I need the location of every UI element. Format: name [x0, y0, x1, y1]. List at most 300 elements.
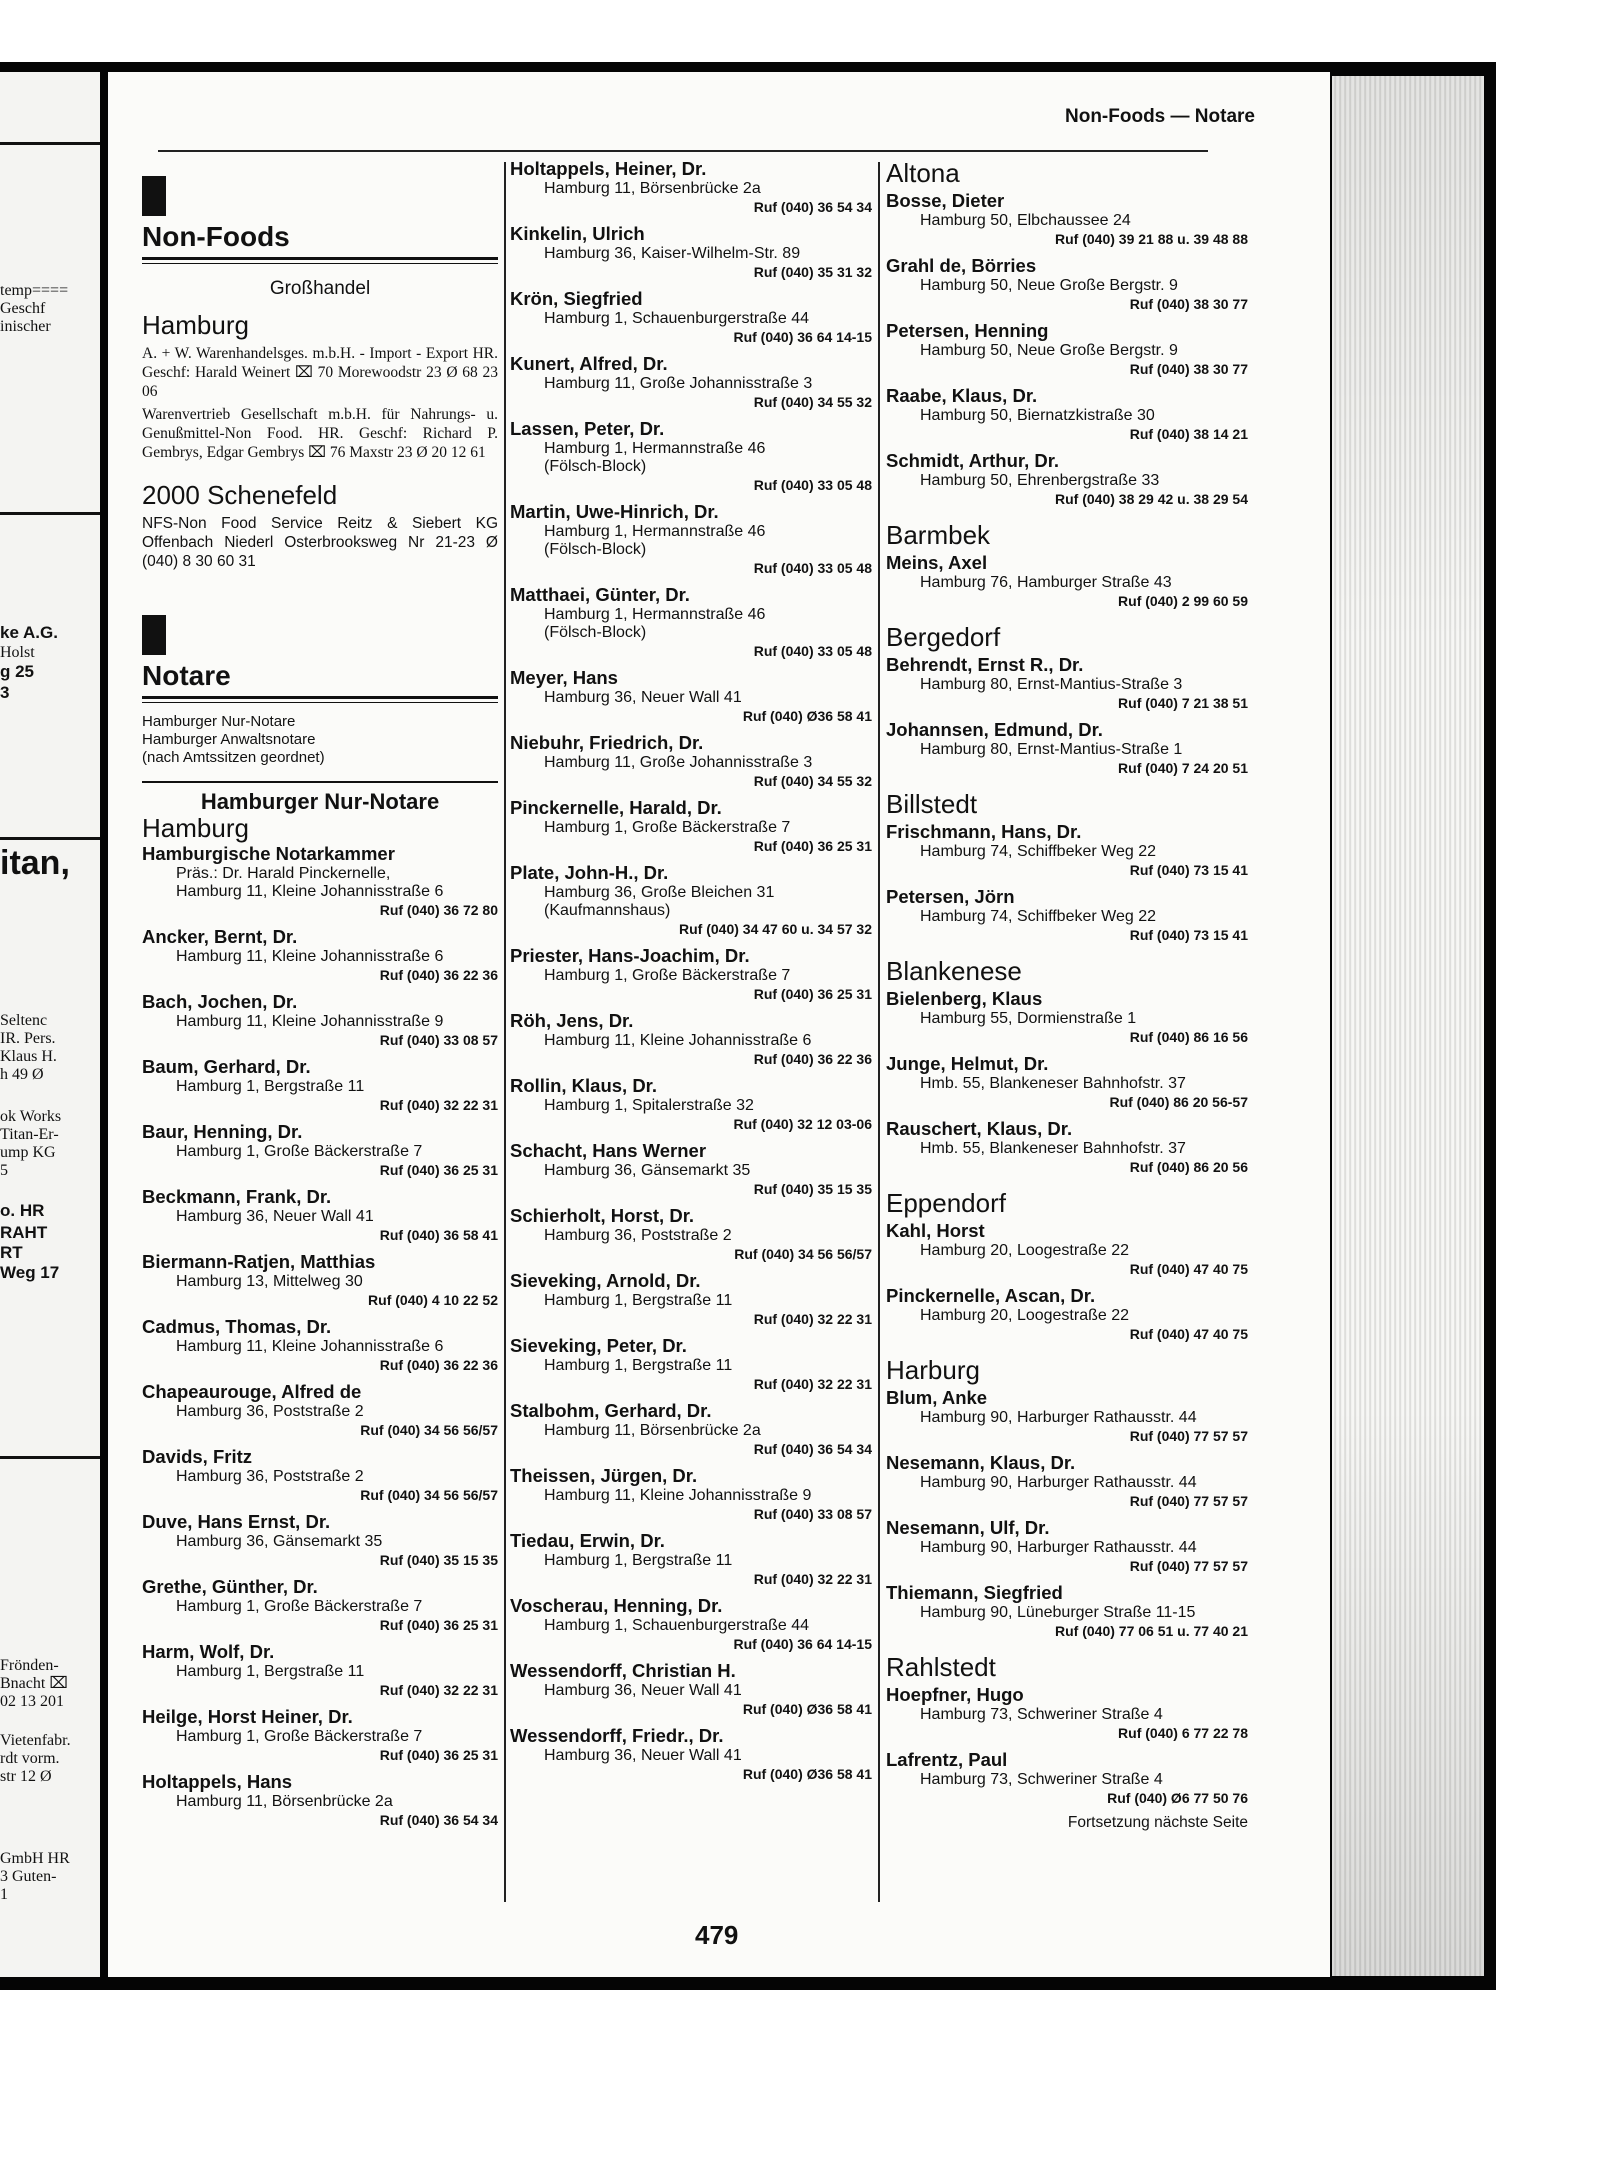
fragment: inischer: [0, 318, 51, 335]
notary-phone: Ruf (040) 32 22 31: [753, 1376, 872, 1392]
notary-name: Duve, Hans Ernst, Dr.: [142, 1511, 331, 1532]
notary-name: Frischmann, Hans, Dr.: [886, 821, 1082, 842]
notary-name: Stalbohm, Gerhard, Dr.: [510, 1400, 712, 1421]
notary-entry: [886, 190, 1248, 248]
notary-address: Hamburg 36, Neuer Wall 41: [544, 1682, 742, 1699]
previous-page-edge: [0, 72, 100, 1977]
fragment: ump KG: [0, 1144, 56, 1161]
column-divider: [504, 162, 506, 1902]
notary-name: Cadmus, Thomas, Dr.: [142, 1316, 332, 1337]
notary-address: Hamburg 36, Große Bleichen 31: [544, 884, 775, 901]
notary-entry: [142, 1381, 498, 1439]
notary-entry: [886, 1118, 1248, 1176]
notary-name: Wessendorff, Christian H.: [510, 1660, 736, 1681]
notary-name: Petersen, Jörn: [886, 886, 1015, 907]
notary-address: Hamburg 36, Kaiser-Wilhelm-Str. 89: [544, 245, 801, 262]
notary-phone: Ruf (040) 38 14 21: [1129, 426, 1248, 442]
notary-address: Hamburg 11, Kleine Johannisstraße 9: [176, 1013, 444, 1030]
notary-entry: [510, 1660, 872, 1718]
fragment: rdt vorm.: [0, 1750, 60, 1767]
notary-entry: [886, 719, 1248, 777]
section-marker: [142, 615, 166, 655]
notary-phone: Ruf (040) 36 25 31: [379, 1617, 498, 1633]
notary-name: Bach, Jochen, Dr.: [142, 991, 298, 1012]
notary-name: Rollin, Klaus, Dr.: [510, 1075, 657, 1096]
notary-address: Hamburg 80, Ernst-Mantius-Straße 1: [920, 741, 1183, 758]
notary-address: Hamburg 1, Bergstraße 11: [544, 1552, 733, 1569]
notary-address: Hamburg 50, Biernatzkistraße 30: [920, 407, 1155, 424]
notary-phone: Ruf (040) 33 05 48: [753, 477, 872, 493]
fragment: Frönden-: [0, 1657, 59, 1674]
district-heading: Altona: [886, 158, 960, 188]
section-note: [142, 713, 498, 767]
notary-phone: Ruf (040) 47 40 75: [1129, 1326, 1248, 1342]
notary-name: Pinckernelle, Harald, Dr.: [510, 797, 722, 818]
notary-name: Nesemann, Klaus, Dr.: [886, 1452, 1076, 1473]
notary-list: [142, 843, 498, 1829]
notary-address: (Kaufmannshaus): [544, 902, 671, 919]
subsection-rule: [142, 781, 498, 783]
notary-phone: Ruf (040) 86 16 56: [1129, 1029, 1248, 1045]
notary-phone: Ruf (040) 77 57 57: [1129, 1558, 1248, 1574]
notary-name: Kunert, Alfred, Dr.: [510, 353, 668, 374]
notary-entry: [510, 1140, 872, 1198]
notary-address: Hamburg 11, Kleine Johannisstraße 6: [176, 1338, 444, 1355]
notary-name: Blum, Anke: [886, 1387, 988, 1408]
notary-phone: Ruf (040) 36 25 31: [379, 1747, 498, 1763]
place-heading: Hamburg: [142, 813, 249, 843]
notary-phone: Ruf (040) 2 99 60 59: [1118, 593, 1248, 609]
notary-address: Hamburg 11, Kleine Johannisstraße 6: [176, 948, 444, 965]
fragment: str 12 Ø: [0, 1768, 52, 1785]
notary-entry: [510, 1465, 872, 1523]
notary-phone: Ruf (040) 36 54 34: [753, 199, 872, 215]
notary-name: Lassen, Peter, Dr.: [510, 418, 665, 439]
notary-address: Hamburg 36, Neuer Wall 41: [544, 689, 742, 706]
district-heading: Bergedorf: [886, 622, 1001, 652]
notary-name: Harm, Wolf, Dr.: [142, 1641, 275, 1662]
notary-name: Grethe, Günther, Dr.: [142, 1576, 318, 1597]
notary-phone: Ruf (040) 32 22 31: [753, 1311, 872, 1327]
notary-entry: [886, 385, 1248, 443]
notary-address: Hamburg 11, Kleine Johannisstraße 6: [176, 883, 444, 900]
notary-address: Hamburg 11, Börsenbrücke 2a: [544, 180, 761, 197]
notary-list: [510, 158, 872, 1783]
notary-phone: Ruf (040) 77 06 51 u. 77 40 21: [1055, 1623, 1248, 1639]
notary-address: Hamburg 50, Neue Große Bergstr. 9: [920, 342, 1178, 359]
notary-name: Kahl, Horst: [886, 1220, 985, 1241]
notary-entry: [142, 1706, 498, 1764]
notary-phone: Ruf (040) 36 25 31: [753, 838, 872, 854]
listing-paragraph: A. + W. Warenhandelsges. m.b.H. - Import - Export HR. Geschf: Harald Weinert ⌧ 70 Morewoodstr 23 Ø 68 23 06: [142, 345, 498, 400]
notary-phone: Ruf (040) 77 57 57: [1129, 1428, 1248, 1444]
notary-entry: [142, 1511, 498, 1569]
notary-phone: Ruf (040) 39 21 88 u. 39 48 88: [1055, 231, 1248, 247]
notary-phone: Ruf (040) 7 21 38 51: [1118, 695, 1248, 711]
notary-address: Hamburg 1, Große Bäckerstraße 7: [176, 1143, 423, 1160]
notary-address: Hamburg 1, Große Bäckerstraße 7: [176, 1728, 423, 1745]
notary-address: Hamburg 11, Kleine Johannisstraße 6: [544, 1032, 812, 1049]
notary-address: Hamburg 73, Schweriner Straße 4: [920, 1771, 1163, 1788]
notary-name: Sieveking, Peter, Dr.: [510, 1335, 687, 1356]
notary-entry: [886, 821, 1248, 879]
notary-name: Hoepfner, Hugo: [886, 1684, 1024, 1705]
notary-phone: Ruf (040) 34 56 56/57: [360, 1487, 498, 1503]
notary-name: Behrendt, Ernst R., Dr.: [886, 654, 1084, 675]
continued-note: Fortsetzung nächste Seite: [1067, 1814, 1248, 1831]
notary-entry: [886, 320, 1248, 378]
notary-entry: [886, 450, 1248, 508]
notary-phone: Ruf (040) 36 64 14-15: [733, 1636, 872, 1652]
fragment: o. HR: [0, 1201, 45, 1220]
notary-phone: Ruf (040) 36 22 36: [753, 1051, 872, 1067]
notary-phone: Ruf (040) 36 25 31: [753, 986, 872, 1002]
notary-address: (Fölsch-Block): [544, 458, 647, 475]
notary-entry: [142, 1316, 498, 1374]
notary-phone: Ruf (040) 33 08 57: [753, 1506, 872, 1522]
notary-name: Beckmann, Frank, Dr.: [142, 1186, 332, 1207]
notary-phone: Ruf (040) 73 15 41: [1129, 862, 1248, 878]
notary-name: Davids, Fritz: [142, 1446, 252, 1467]
top-rule: [158, 150, 1208, 152]
fragment: Klaus H.: [0, 1048, 57, 1065]
rule: [0, 837, 100, 840]
notary-name: Röh, Jens, Dr.: [510, 1010, 634, 1031]
section-title-notare: Notare: [142, 660, 231, 691]
notary-entry: [142, 1186, 498, 1244]
notary-address: Hmb. 55, Blankeneser Bahnhofstr. 37: [920, 1140, 1186, 1157]
notary-entry: [510, 1530, 872, 1588]
page-number: 479: [695, 1920, 739, 1950]
notary-name: Priester, Hans-Joachim, Dr.: [510, 945, 750, 966]
notary-address: Hamburg 90, Lüneburger Straße 11-15: [920, 1604, 1196, 1621]
fragment: 5: [0, 1162, 8, 1179]
notary-address: Hamburg 50, Elbchaussee 24: [920, 212, 1131, 229]
notary-entry: [886, 1220, 1248, 1278]
notary-address: Hamburg 11, Kleine Johannisstraße 9: [544, 1487, 812, 1504]
notary-name: Sieveking, Arnold, Dr.: [510, 1270, 701, 1291]
book-page-edges: [1332, 76, 1484, 1976]
rule: [0, 142, 100, 145]
listing-paragraph: NFS-Non Food Service Reitz & Siebert KG Offenbach Niederl Osterbrooksweg Nr 21-23 Ø (040) 8 30 60 31: [142, 515, 498, 570]
notary-address: Hamburg 36, Poststraße 2: [176, 1468, 364, 1485]
notary-phone: Ruf (040) 4 10 22 52: [368, 1292, 498, 1308]
notary-address: Hamburg 90, Harburger Rathausstr. 44: [920, 1474, 1197, 1491]
notary-entry: [142, 1641, 498, 1699]
notary-entry: [510, 667, 872, 725]
notary-phone: Ruf (040) 47 40 75: [1129, 1261, 1248, 1277]
note-line: (nach Amtssitzen geordnet): [142, 749, 325, 766]
notary-entry: [510, 1335, 872, 1393]
fragment: h 49 Ø: [0, 1066, 44, 1083]
notary-phone: Ruf (040) 6 77 22 78: [1118, 1725, 1248, 1741]
notary-phone: Ruf (040) 34 47 60 u. 34 57 32: [679, 921, 872, 937]
notary-entry: [886, 988, 1248, 1046]
fragment: RAHT: [0, 1223, 48, 1242]
directory-page: [108, 72, 1330, 1977]
notary-phone: Ruf (040) 36 64 14-15: [733, 329, 872, 345]
notary-entry: [510, 797, 872, 855]
notary-address: Hamburg 1, Spitalerstraße 32: [544, 1097, 754, 1114]
notary-address: Hamburg 1, Schauenburgerstraße 44: [544, 1617, 810, 1634]
notary-name: Petersen, Henning: [886, 320, 1049, 341]
notary-entry: [142, 843, 498, 919]
notary-entry: [510, 1010, 872, 1068]
column-divider: [878, 162, 880, 1902]
notary-entry: [510, 1075, 872, 1133]
notary-address: Hamburg 50, Neue Große Bergstr. 9: [920, 277, 1178, 294]
notary-address: Hamburg 74, Schiffbeker Weg 22: [920, 908, 1156, 925]
district-heading: Barmbek: [886, 520, 991, 550]
notary-address: Hamburg 1, Bergstraße 11: [176, 1078, 365, 1095]
notary-entry: [142, 1056, 498, 1114]
notary-name: Raabe, Klaus, Dr.: [886, 385, 1038, 406]
district-heading: Eppendorf: [886, 1188, 1006, 1218]
fragment: 1: [0, 1886, 8, 1903]
notary-address: Hamburg 1, Schauenburgerstraße 44: [544, 310, 810, 327]
notary-address: Hamburg 36, Neuer Wall 41: [176, 1208, 374, 1225]
notary-phone: Ruf (040) Ø36 58 41: [742, 1701, 872, 1717]
notary-phone: Ruf (040) 34 56 56/57: [734, 1246, 872, 1262]
notary-entry: [142, 1446, 498, 1504]
notary-phone: Ruf (040) 36 54 34: [753, 1441, 872, 1457]
notary-entry: [886, 886, 1248, 944]
notary-entry: [142, 1121, 498, 1179]
fragment: 02 13 201: [0, 1693, 64, 1710]
notary-entry: [510, 288, 872, 346]
notary-name: Meyer, Hans: [510, 667, 618, 688]
district-heading: Rahlstedt: [886, 1652, 996, 1682]
fragment: g 25: [0, 662, 35, 681]
notary-name: Schacht, Hans Werner: [510, 1140, 707, 1161]
notary-entry: [510, 1595, 872, 1653]
notary-name: Nesemann, Ulf, Dr.: [886, 1517, 1050, 1538]
notary-name: Bosse, Dieter: [886, 190, 1005, 211]
notary-address: Hamburg 73, Schweriner Straße 4: [920, 1706, 1163, 1723]
notary-entry: [510, 1270, 872, 1328]
notary-address: Hamburg 1, Hermannstraße 46: [544, 440, 766, 457]
notary-name: Niebuhr, Friedrich, Dr.: [510, 732, 704, 753]
notary-entry: [510, 584, 872, 660]
notary-name: Chapeaurouge, Alfred de: [142, 1381, 362, 1402]
fragment: Seltenc: [0, 1012, 48, 1029]
notary-phone: Ruf (040) 7 24 20 51: [1118, 760, 1248, 776]
notary-phone: Ruf (040) 34 56 56/57: [360, 1422, 498, 1438]
notary-address: Hamburg 11, Börsenbrücke 2a: [544, 1422, 761, 1439]
notary-phone: Ruf (040) 32 22 31: [379, 1682, 498, 1698]
notary-name: Kinkelin, Ulrich: [510, 223, 645, 244]
place-heading: Hamburg: [142, 310, 249, 340]
section-subtitle: Großhandel: [269, 278, 371, 299]
place-heading: 2000 Schenefeld: [142, 480, 338, 510]
notary-name: Johannsen, Edmund, Dr.: [886, 719, 1103, 740]
notary-phone: Ruf (040) 86 20 56: [1129, 1159, 1248, 1175]
notary-phone: Ruf (040) 36 25 31: [379, 1162, 498, 1178]
notary-address: Hamburg 13, Mittelweg 30: [176, 1273, 363, 1290]
notary-phone: Ruf (040) 36 22 36: [379, 967, 498, 983]
notary-name: Theissen, Jürgen, Dr.: [510, 1465, 698, 1486]
column-left: [142, 158, 498, 1836]
running-head: Non-Foods — Notare: [1065, 106, 1255, 127]
fragment: Vietenfabr.: [0, 1732, 71, 1749]
listing-paragraph: Warenvertrieb Gesellschaft m.b.H. für Nahrungs- u. Genußmittel-Non Food. HR. Geschf: Richard P. Gembrys, Edgar Gembrys ⌧ 76 Maxstr 23 Ø 20 12 61: [142, 406, 498, 461]
notary-name: Baum, Gerhard, Dr.: [142, 1056, 311, 1077]
fragment: RT: [0, 1243, 23, 1262]
district-heading: Billstedt: [886, 789, 978, 819]
note-line: Hamburger Anwaltsnotare: [142, 731, 316, 748]
notary-address: Hamburg 80, Ernst-Mantius-Straße 3: [920, 676, 1183, 693]
notary-name: Bielenberg, Klaus: [886, 988, 1043, 1009]
notary-address: Hamburg 90, Harburger Rathausstr. 44: [920, 1409, 1197, 1426]
section-marker: [142, 176, 166, 216]
notary-name: Holtappels, Hans: [142, 1771, 293, 1792]
notary-phone: Ruf (040) 86 20 56-57: [1109, 1094, 1248, 1110]
notary-address: Hamburg 36, Gänsemarkt 35: [544, 1162, 751, 1179]
notary-name: Krön, Siegfried: [510, 288, 643, 309]
notary-phone: Ruf (040) 32 22 31: [753, 1571, 872, 1587]
notary-phone: Ruf (040) 38 30 77: [1129, 361, 1248, 377]
notary-name: Pinckernelle, Ascan, Dr.: [886, 1285, 1096, 1306]
notary-entry: [510, 1205, 872, 1263]
notary-name: Plate, John-H., Dr.: [510, 862, 669, 883]
notary-name: Voscherau, Henning, Dr.: [510, 1595, 723, 1616]
fragment: IR. Pers.: [0, 1030, 56, 1047]
notary-entry: [886, 552, 1248, 610]
notary-address: Hamburg 11, Große Johannisstraße 3: [544, 754, 813, 771]
notary-phone: Ruf (040) 36 22 36: [379, 1357, 498, 1373]
notary-phone: Ruf (040) Ø36 58 41: [742, 1766, 872, 1782]
notary-phone: Ruf (040) 36 72 80: [379, 902, 498, 918]
column-right: [886, 158, 1248, 1832]
notary-entry: [886, 1749, 1248, 1807]
notary-name: Matthaei, Günter, Dr.: [510, 584, 690, 605]
notary-address: Hamburg 11, Große Johannisstraße 3: [544, 375, 813, 392]
notary-address: Hamburg 20, Loogestraße 22: [920, 1307, 1130, 1324]
notary-address: Hamburg 1, Große Bäckerstraße 7: [544, 819, 791, 836]
notary-name: Ancker, Bernt, Dr.: [142, 926, 298, 947]
notary-entry: [886, 1684, 1248, 1742]
notary-entry: [886, 255, 1248, 313]
notary-address: Hamburg 1, Bergstraße 11: [544, 1357, 733, 1374]
notary-name: Wessendorff, Friedr., Dr.: [510, 1725, 724, 1746]
notary-address: Hamburg 11, Börsenbrücke 2a: [176, 1793, 393, 1810]
notary-entry: [142, 926, 498, 984]
rule: [0, 512, 100, 515]
fragment: ok Works: [0, 1108, 62, 1125]
notary-address: (Fölsch-Block): [544, 541, 647, 558]
notary-phone: Ruf (040) 77 57 57: [1129, 1493, 1248, 1509]
notary-district-list: [886, 158, 1248, 1807]
notary-address: Hamburg 1, Große Bäckerstraße 7: [176, 1598, 423, 1615]
notary-name: Meins, Axel: [886, 552, 988, 573]
rule: [0, 1456, 100, 1459]
notary-entry: [886, 1387, 1248, 1445]
fragment: Bnacht ⌧: [0, 1675, 68, 1692]
notary-phone: Ruf (040) 38 30 77: [1129, 296, 1248, 312]
notary-name: Tiedau, Erwin, Dr.: [510, 1530, 665, 1551]
notary-phone: Ruf (040) Ø36 58 41: [742, 708, 872, 724]
notary-entry: [510, 1400, 872, 1458]
fragment: Holst: [0, 644, 35, 661]
notary-entry: [510, 158, 872, 216]
notary-entry: [510, 418, 872, 494]
notary-phone: Ruf (040) 33 05 48: [753, 560, 872, 576]
notary-address: Hamburg 36, Poststraße 2: [544, 1227, 732, 1244]
subsection-title: Hamburger Nur-Notare: [200, 789, 440, 814]
notary-entry: [510, 223, 872, 281]
fragment: 3 Guten-: [0, 1868, 57, 1885]
notary-entry: [886, 1452, 1248, 1510]
notary-address: Hmb. 55, Blankeneser Bahnhofstr. 37: [920, 1075, 1186, 1092]
notary-name: Rauschert, Klaus, Dr.: [886, 1118, 1073, 1139]
notary-address: Hamburg 36, Gänsemarkt 35: [176, 1533, 383, 1550]
notary-entry: [142, 1771, 498, 1829]
notary-phone: Ruf (040) 35 31 32: [753, 264, 872, 280]
notary-name: Schmidt, Arthur, Dr.: [886, 450, 1060, 471]
fragment: ke A.G.: [0, 623, 58, 642]
notary-phone: Ruf (040) 73 15 41: [1129, 927, 1248, 943]
notary-address: Hamburg 36, Poststraße 2: [176, 1403, 364, 1420]
notary-name: Biermann-Ratjen, Matthias: [142, 1251, 376, 1272]
column-middle: [510, 158, 872, 1790]
fragment: Weg 17: [0, 1263, 60, 1282]
notary-name: Martin, Uwe-Hinrich, Dr.: [510, 501, 719, 522]
notary-address: Hamburg 55, Dormienstraße 1: [920, 1010, 1137, 1027]
notary-address: Hamburg 50, Ehrenbergstraße 33: [920, 472, 1160, 489]
section-title-non-foods: Non-Foods: [142, 221, 290, 252]
district-heading: Harburg: [886, 1355, 980, 1385]
section-rule: [142, 696, 498, 703]
notary-name: Heilge, Horst Heiner, Dr.: [142, 1706, 353, 1727]
notary-name: Schierholt, Horst, Dr.: [510, 1205, 695, 1226]
notary-address: Hamburg 76, Hamburger Straße 43: [920, 574, 1172, 591]
notary-address: (Fölsch-Block): [544, 624, 647, 641]
notary-entry: [510, 1725, 872, 1783]
notary-phone: Ruf (040) 35 15 35: [379, 1552, 498, 1568]
notary-address: Hamburg 90, Harburger Rathausstr. 44: [920, 1539, 1197, 1556]
fragment: Geschf: [0, 300, 46, 317]
notary-address: Hamburg 1, Bergstraße 11: [176, 1663, 365, 1680]
notary-address: Hamburg 1, Hermannstraße 46: [544, 523, 766, 540]
fragment: itan,: [0, 844, 70, 882]
notary-phone: Ruf (040) Ø6 77 50 76: [1107, 1790, 1248, 1806]
notary-entry: [510, 501, 872, 577]
notary-entry: [142, 991, 498, 1049]
notary-phone: Ruf (040) 33 05 48: [753, 643, 872, 659]
notary-name: Grahl de, Börries: [886, 255, 1037, 276]
notary-name: Baur, Henning, Dr.: [142, 1121, 303, 1142]
notary-address: Präs.: Dr. Harald Pinckernelle,: [176, 865, 391, 882]
notary-phone: Ruf (040) 32 22 31: [379, 1097, 498, 1113]
notary-phone: Ruf (040) 33 08 57: [379, 1032, 498, 1048]
notary-phone: Ruf (040) 36 54 34: [379, 1812, 498, 1828]
notary-phone: Ruf (040) 38 29 42 u. 38 29 54: [1055, 491, 1248, 507]
notary-name: Thiemann, Siegfried: [886, 1582, 1063, 1603]
notary-name: Lafrentz, Paul: [886, 1749, 1008, 1770]
notary-phone: Ruf (040) 34 55 32: [753, 773, 872, 789]
notary-phone: Ruf (040) 36 58 41: [379, 1227, 498, 1243]
notary-name: Holtappels, Heiner, Dr.: [510, 158, 707, 179]
notary-address: Hamburg 1, Hermannstraße 46: [544, 606, 766, 623]
notary-entry: [886, 1582, 1248, 1640]
fragment: Titan-Er-: [0, 1126, 59, 1143]
note-line: Hamburger Nur-Notare: [142, 713, 296, 730]
notary-address: Hamburg 1, Bergstraße 11: [544, 1292, 733, 1309]
notary-phone: Ruf (040) 35 15 35: [753, 1181, 872, 1197]
fragment: temp====: [0, 282, 69, 299]
notary-entry: [886, 1053, 1248, 1111]
notary-entry: [510, 353, 872, 411]
